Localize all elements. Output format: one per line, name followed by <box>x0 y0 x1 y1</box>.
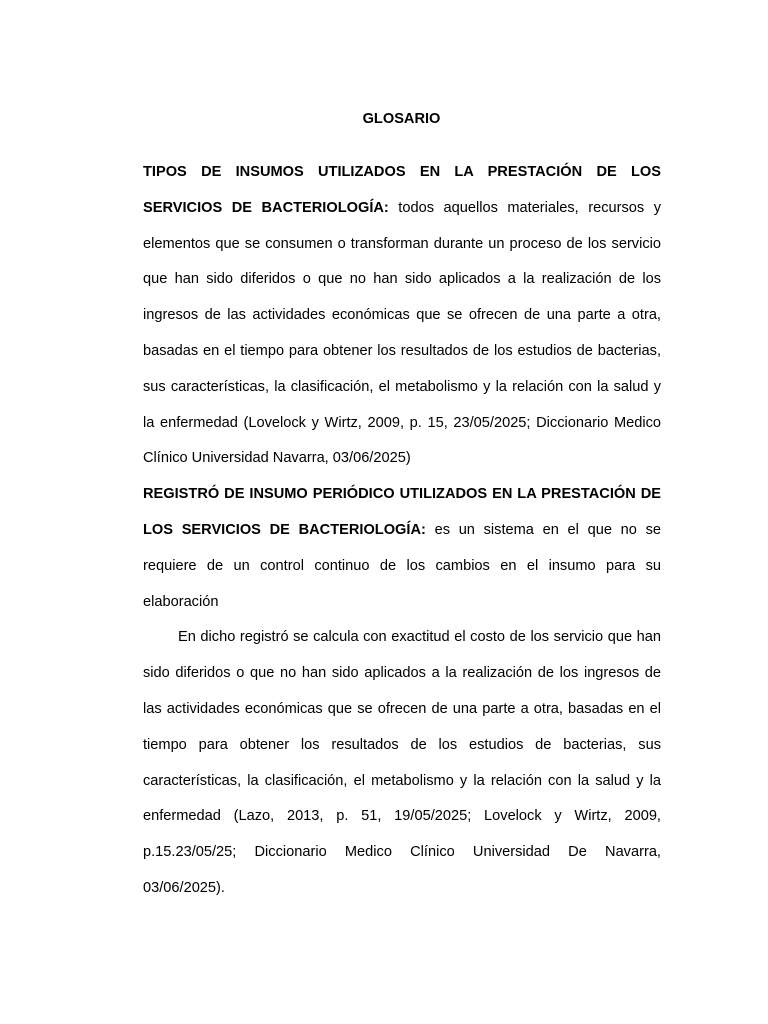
glossary-entry-registro <box>143 477 661 620</box>
glossary-term: REGISTRÓ DE INSUMO PERIÓDICO UTILIZADOS EN LA PRESTACIÓN DE LOS SERVICIOS DE BACTERIOLOGÍA: <box>143 486 661 538</box>
glossary-definition: todos aquellos materiales, recursos y elementos que se consumen o transforman durante un proceso de los servicio que han sido diferidos o que no han sido aplicados a la realización de los ingresos de las actividades económicas que se ofrecen de una parte a otra, basadas en el tiempo para obtener los resultados de los estudios de bacterias, sus características, la clasificación, el metabolismo y la relación con la salud y la enfermedad (Lovelock y Wirtz, 2009, p. 15, 23/05/2025; Diccionario Medico Clínico Universidad Navarra, 03/06/2025) <box>143 199 661 467</box>
glossary-definition: es un sistema en el que no se requiere de un control continuo de los cambios en el insumo para su elaboración <box>143 521 661 610</box>
page-title: GLOSARIO <box>362 111 441 127</box>
glossary-paragraph-continuation: En dicho registró se calcula con exactitud el costo de los servicio que han sido diferidos o que no han sido aplicados a la realización de los ingresos de las actividades económicas que se ofrecen de una parte a otra, basadas en el tiempo para obtener los resultados de los estudios de bacterias, sus características, la clasificación, el metabolismo y la relación con la salud y la enfermedad (Lazo, 2013, p. 51, 19/05/2025; Lovelock y Wirtz, 2009, p.15.23/05/25; Diccionario Medico Clínico Universidad De Navarra, 03/06/2025). <box>143 629 661 896</box>
glossary-entry-insumos <box>143 155 661 477</box>
glossary-term: TIPOS DE INSUMOS UTILIZADOS EN LA PRESTACIÓN DE LOS SERVICIOS DE BACTERIOLOGÍA: <box>143 164 661 216</box>
glossary-body <box>143 155 661 907</box>
